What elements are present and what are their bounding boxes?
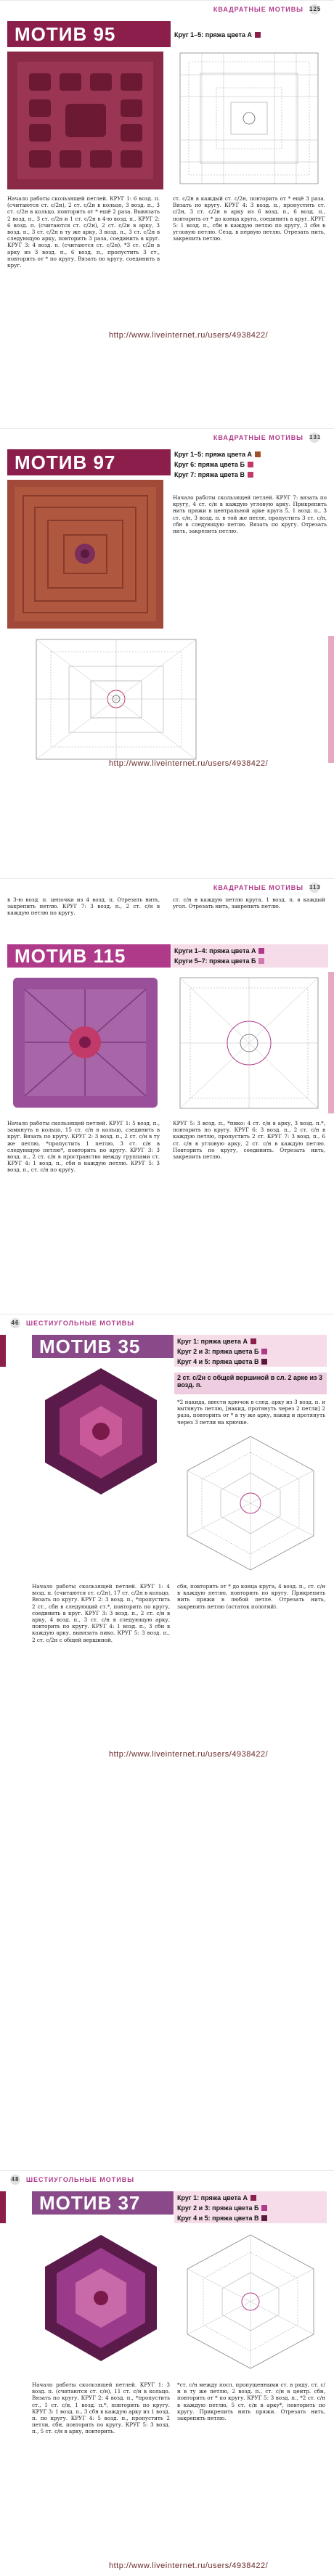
yarn-legend [177, 2193, 267, 2223]
legend-item: Круг 6: пряжа цвета Б [174, 459, 261, 470]
motif-title-bar [7, 21, 171, 47]
yarn-legend [174, 946, 264, 966]
page-header [10, 2174, 134, 2185]
page-header [213, 4, 322, 15]
decor-leftbar [0, 1335, 6, 1367]
motif-title: МОТИВ 95 [15, 23, 116, 45]
motif-title: МОТИВ 115 [15, 944, 126, 967]
crochet-chart [174, 2229, 327, 2374]
page-header [10, 1317, 134, 1329]
yarn-legend [177, 1336, 267, 1367]
crochet-chart [173, 972, 325, 1113]
page-header [213, 432, 322, 443]
motif-photo [7, 52, 163, 189]
instructions-left: Начало работы скользящей петлей. КРУГ 1: 4 возд. п. (считаются ст. с/2н), 17 ст. с/2н в кольцо. Вязать по кругу. КРУГ 2: 3 возд. п., *пропустить 2 ст., сбн в следующий ст.*, повторить по кругу, соединить в круг. КРУГ 3: 3 возд. п., 2 ст. с/н в арку, 4 возд. п., 3 ст. с/н в следующую арку, повторить по кругу. КРУГ 4: 1 возд. п., 3 сбн в каждую арку, вывязать пико. КРУГ 5: 3 возд. п., 2 ст. с/2н с общей вершиной. [32, 1583, 170, 1643]
yarn-legend [174, 449, 261, 480]
decor-sidebar [328, 972, 334, 1113]
crochet-chart [174, 1431, 327, 1576]
legend-item: Круг 1: пряжа цвета А [177, 1336, 267, 1346]
crochet-chart [29, 636, 203, 763]
section-title: КВАДРАТНЫЕ МОТИВЫ [213, 6, 304, 13]
watermark-url: http://www.liveinternet.ru/users/4938422/ [109, 759, 269, 768]
instructions-left: Начало работы скользящей петлей. КРУГ 1: 5 возд. п., замкнуть в кольцо, 15 ст. с/н в кольцо, сзединить в круг. Вязать по кругу. КРУГ 2: 3 возд. п., 2 ст. с/н в ту же петлю, *пропустить 1 петлю, 3 ст. с/н в следующую петлю*, повторить по кругу. КРУГ 3: 3 возд. п., 2 ст. с/н в пространство между группами ст. КРУГ 4: 1 возд. п., сбн в каждую петлю. КРУГ 5: 3 возд. п., ст. с/н по кругу. [7, 1120, 160, 1174]
page-number: 131 [309, 433, 319, 443]
page-motif-37 [0, 2170, 334, 2576]
page-number: 46 [10, 1318, 20, 1328]
legend-item: Круг 1–5: пряжа цвета А [174, 449, 261, 459]
instructions-right: ст. с/2н в каждый ст. с/2н, повторить от * ещё 3 раза. Вязать по кругу. КРУГ 4: 3 возд. п., пропустить ст. с/2н, 3 ст. с/2н в арку из 6 возд. п., 6 возд. п., повторить от * до конца круга, соединить в круг. КРУГ 5: 1 возд. п., сбн в каждую петлю по кругу, 3 сбн в угловую петлю. Сезд. в первую петлю. Отрезать нить, закрепить петлю. [173, 195, 325, 242]
watermark-url: http://www.liveinternet.ru/users/4938422/ [109, 331, 269, 340]
motif-title: МОТИВ 97 [15, 451, 116, 473]
crochet-chart [173, 46, 325, 191]
page-header [213, 882, 319, 894]
legend-item: Круг 2 и 3: пряжа цвета Б [177, 2203, 267, 2213]
legend-item: Круг 4 и 5: пряжа цвета В [177, 2213, 267, 2223]
yarn-legend [174, 30, 261, 40]
legend-item: Круг 7: пряжа цвета В [174, 470, 261, 480]
page-motif-97 [0, 428, 334, 770]
legend-item: Круг 1–5: пряжа цвета А [174, 30, 261, 40]
page-number: 113 [309, 883, 319, 893]
instructions-top-right: ст. с/н в каждую петлю круга. 1 возд. п. в каждый угол. Отрезать нить, закрепить петлю. [173, 896, 325, 910]
special-stitch: 2 ст. с/2н с общей вершиной в сл. 2 арке из 3 возд. п. [177, 1374, 322, 1389]
legend-item: Круг 2 и 3: пряжа цвета Б [177, 1346, 267, 1357]
section-title: ШЕСТИУГОЛЬНЫЕ МОТИВЫ [26, 2176, 135, 2183]
instructions-right: сбн, повторить от * до конца круга, 4 возд. п., ст. с/н в каждую петлю, повторить по кругу. Прикрепить нить пряжи в любой петле. Отрезать нить, закрепить петлю (остаток пологий). [177, 1583, 325, 1610]
legend-item: Круг 4 и 5: пряжа цвета В [177, 1357, 267, 1367]
special-stitch-note: *2 накида, ввести крючок в след. арку из 3 возд. п. и вытянуть петлю, [накид, протянуть через 2 петли] 2 раза, повторить от * в ту же арку, накид и протянуть через 3 петли на крючке. [177, 1399, 325, 1426]
motif-title-bar [32, 1335, 174, 1358]
motif-title-bar [7, 944, 171, 968]
instructions-right: *ст. с/н между посл. пропущенными ст. в ряду, ст. с/н в ту же петлю, 2 возд. п., ст. с/н в центр. сбн, повторить от * по кругу. КРУГ 5: 3 возд. п., *2 ст. с/н в каждую петлю, 5 ст. с/н в арку*, повторить по кругу. Прикрепить нить пряжи. Отрезать нить, закрепить петлю. [177, 2381, 325, 2422]
instructions-left: Начало работы скользящей петлей. КРУГ 1: 6 возд. п. (считаются ст. с/2н), 2 ст. с/2н в кольцо, 3 возд. п., 3 ст. с/2н в кольцо, повторить от * ещё 2 раза. Вывязать 2 возд. п., 3 ст. с/2н и 1 ст. с/2н в 4-ю возд. п.. КРУГ 2: 6 возд. п. (считаются ст. с/2н), 2 ст. с/2н в арку, 3 возд. п., 3 ст. с/2н в ту же арку, 3 возд. п., 3 ст. с/2н в следующую арку, повторить 3 раза, соединить в круг. КРУГ 3: 4 возд. п. (считаются ст. с/2н), *3 ст. с/2н в арку из 3 возд. п., 6 возд. п., пропустить 3 ст., повторить от * по кругу. Вязать по кругу, соединить в круг. [7, 195, 160, 269]
legend-item: Круги 1–4: пряжа цвета А [174, 946, 264, 956]
section-title: ШЕСТИУГОЛЬНЫЕ МОТИВЫ [26, 1320, 135, 1327]
decor-sidebar [328, 636, 334, 763]
page-motif-115 [0, 878, 334, 1213]
watermark-url: http://www.liveinternet.ru/users/4938422/ [109, 2561, 269, 2570]
motif-title-bar [7, 449, 171, 475]
motif-title-bar [32, 2191, 174, 2215]
watermark-url: http://www.liveinternet.ru/users/4938422/ [109, 1750, 269, 1759]
page-number: 125 [309, 4, 319, 15]
motif-photo [7, 972, 163, 1113]
motif-title: МОТИВ 37 [39, 2191, 141, 2214]
section-title: КВАДРАТНЫЕ МОТИВЫ [213, 884, 304, 891]
motif-photo [7, 480, 163, 629]
instructions-right: КРУГ 5: 3 возд. п., *пико: 4 ст. с/н в арку, 3 возд. п.*, повторить по кругу. КРУГ 6: 3 возд. п., 2 ст. с/н в каждую петлю, пропустить 2 ст. КРУГ 7: 3 возд. п., 6 ст. с/н в угловую арку, 2 ст. с/н в каждую петлю. Повторить по кругу, соединить. Отрезать нить, закрепить петлю. [173, 1120, 325, 1161]
section-title: КВАДРАТНЫЕ МОТИВЫ [213, 434, 304, 441]
page-number: 48 [10, 2175, 20, 2185]
decor-leftbar [0, 2191, 6, 2223]
instructions-top-left: в 3-ю возд. п. цепочки из 4 возд. п. Отрезать нить, закрепить петлю. КРУГ 7: 3 возд. п., 2 ст. с/н в каждую петлю по кругу. [7, 896, 160, 917]
motif-title: МОТИВ 35 [39, 1335, 141, 1357]
page-motif-95 [0, 0, 334, 342]
legend-item: Круг 1: пряжа цвета А [177, 2193, 267, 2203]
instructions-left: Начало работы скользящей петлей. КРУГ 1: 3 возд. п. (считаются ст. с/н), 11 ст. с/н в кольцо. Вязать по кругу. КРУГ 2: 4 возд. п., *пропустить ст., 1 ст. с/н, 1 возд. п.*, повторить по кругу. КРУГ 3: 1 возд. п., 3 сбн в каждую арку из 1 возд. п. по кругу. КРУГ 4: 5 возд. п., пропустить 2 петли, сбн, повторить по кругу. КРУГ 5: 3 возд. п., 5 ст. с/н в арку, повторить. [32, 2381, 170, 2435]
motif-photo [32, 2229, 170, 2367]
instructions-right: Начало работы скользящей петлей. КРУГ 7: вязать по кругу, 4 ст. с/н в каждую угловую арку. Прикрепить нить пряжи в центральной арке круга 5, 1 возд. п., 3 ст. с/н, 3 возд. п. в той же петле, пропустить 3 ст. с/н, сбн в следующую петлю. Вязать по кругу. Отрезать нить, закрепить петлю. [173, 494, 327, 535]
legend-item: Круги 5–7: пряжа цвета Б [174, 956, 264, 966]
page-motif-35 [0, 1314, 334, 1765]
motif-photo [32, 1362, 170, 1500]
